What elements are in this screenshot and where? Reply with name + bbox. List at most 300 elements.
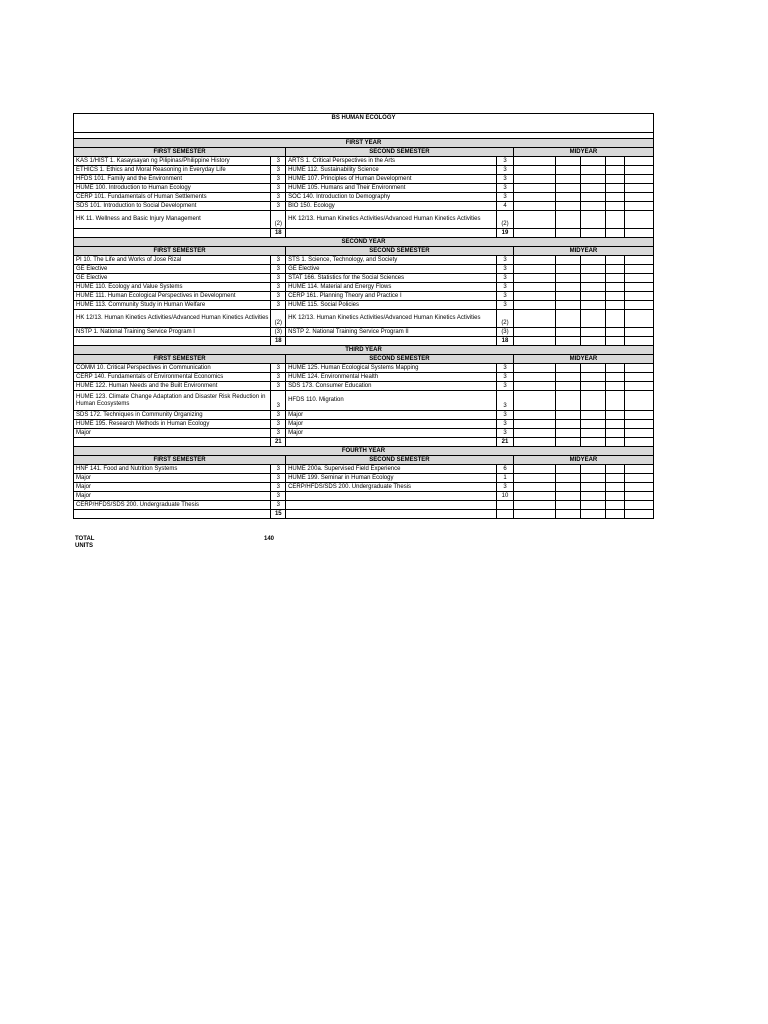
midyear-cell bbox=[555, 465, 580, 474]
units-first-sem: 3 bbox=[271, 420, 286, 429]
midyear-cell bbox=[624, 166, 653, 175]
midyear-cell bbox=[580, 465, 605, 474]
midyear-cell bbox=[605, 283, 624, 292]
midyear-cell bbox=[513, 492, 555, 501]
units-second-sem: (3) bbox=[497, 328, 514, 337]
midyear-cell bbox=[624, 157, 653, 166]
second-semester-header: SECOND SEMESTER bbox=[286, 456, 514, 465]
units-second-sem: 3 bbox=[497, 429, 514, 438]
midyear-cell bbox=[605, 337, 624, 346]
midyear-cell bbox=[580, 283, 605, 292]
units-first-sem: 3 bbox=[271, 166, 286, 175]
midyear-cell bbox=[513, 382, 555, 391]
total-units-label: TOTAL UNITS bbox=[75, 536, 95, 549]
midyear-cell bbox=[555, 382, 580, 391]
midyear-cell bbox=[580, 202, 605, 211]
midyear-cell bbox=[605, 510, 624, 519]
midyear-cell bbox=[555, 202, 580, 211]
course-first-sem: HNF 141. Food and Nutrition Systems bbox=[74, 465, 271, 474]
midyear-cell bbox=[624, 438, 653, 447]
midyear-cell bbox=[605, 166, 624, 175]
midyear-cell bbox=[555, 184, 580, 193]
midyear-cell bbox=[555, 328, 580, 337]
course-first-sem: KAS 1/HIST 1. Kasaysayan ng Pilipinas/Philippine History bbox=[74, 157, 271, 166]
units-second-sem: 4 bbox=[497, 202, 514, 211]
course-first-sem: GE Elective bbox=[74, 265, 271, 274]
midyear-header: MIDYEAR bbox=[513, 456, 653, 465]
units-second-sem: 3 bbox=[497, 265, 514, 274]
midyear-cell bbox=[580, 310, 605, 328]
total-second-sem: 21 bbox=[497, 438, 514, 447]
course-second-sem bbox=[286, 501, 497, 510]
midyear-cell bbox=[624, 310, 653, 328]
course-second-sem: CERP 161. Planning Theory and Practice I bbox=[286, 292, 497, 301]
course-first-sem: Major bbox=[74, 483, 271, 492]
midyear-cell bbox=[605, 474, 624, 483]
course-second-sem: HUME 124. Environmental Health bbox=[286, 373, 497, 382]
course-second-sem bbox=[286, 492, 497, 501]
midyear-cell bbox=[605, 438, 624, 447]
course-first-sem: NSTP 1. National Training Service Program I bbox=[74, 328, 271, 337]
midyear-cell bbox=[580, 382, 605, 391]
midyear-cell bbox=[555, 429, 580, 438]
course-first-sem: SDS 172. Techniques in Community Organizing bbox=[74, 411, 271, 420]
midyear-cell bbox=[555, 373, 580, 382]
midyear-header: MIDYEAR bbox=[513, 247, 653, 256]
midyear-cell bbox=[555, 364, 580, 373]
midyear-cell bbox=[624, 510, 653, 519]
midyear-cell bbox=[605, 256, 624, 265]
units-first-sem: 3 bbox=[271, 175, 286, 184]
course-second-sem: HUME 107. Principles of Human Development bbox=[286, 175, 497, 184]
units-first-sem: 3 bbox=[271, 429, 286, 438]
course-second-sem: HFDS 110. Migration bbox=[286, 391, 497, 411]
units-first-sem: 3 bbox=[271, 391, 286, 411]
midyear-cell bbox=[605, 373, 624, 382]
curriculum-sheet bbox=[73, 113, 654, 519]
course-first-sem: HUME 100. Introduction to Human Ecology bbox=[74, 184, 271, 193]
midyear-cell bbox=[513, 157, 555, 166]
midyear-cell bbox=[624, 492, 653, 501]
units-first-sem: 3 bbox=[271, 474, 286, 483]
course-first-sem: HK 12/13. Human Kinetics Activities/Advanced Human Kinetics Activities bbox=[74, 310, 271, 328]
midyear-cell bbox=[513, 501, 555, 510]
course-second-sem: HUME 114. Material and Energy Flows bbox=[286, 283, 497, 292]
course-second-sem: HK 12/13. Human Kinetics Activities/Advanced Human Kinetics Activities bbox=[286, 211, 497, 229]
midyear-cell bbox=[513, 292, 555, 301]
midyear-cell bbox=[605, 411, 624, 420]
units-first-sem: 3 bbox=[271, 465, 286, 474]
midyear-cell bbox=[624, 265, 653, 274]
course-second-sem: HUME 125. Human Ecological Systems Mapping bbox=[286, 364, 497, 373]
midyear-cell bbox=[605, 310, 624, 328]
units-first-sem: 3 bbox=[271, 292, 286, 301]
course-first-sem: GE Elective bbox=[74, 274, 271, 283]
units-second-sem: 3 bbox=[497, 382, 514, 391]
second-semester-header: SECOND SEMESTER bbox=[286, 355, 514, 364]
midyear-cell bbox=[580, 166, 605, 175]
midyear-cell bbox=[624, 420, 653, 429]
midyear-cell bbox=[580, 175, 605, 184]
midyear-cell bbox=[555, 274, 580, 283]
midyear-cell bbox=[580, 274, 605, 283]
midyear-cell bbox=[580, 328, 605, 337]
midyear-cell bbox=[513, 229, 555, 238]
midyear-cell bbox=[513, 256, 555, 265]
course-second-sem: Major bbox=[286, 411, 497, 420]
units-second-sem: 1 bbox=[497, 474, 514, 483]
midyear-cell bbox=[513, 328, 555, 337]
midyear-cell bbox=[605, 175, 624, 184]
course-first-sem: HFDS 101. Family and the Environment bbox=[74, 175, 271, 184]
second-semester-header: SECOND SEMESTER bbox=[286, 247, 514, 256]
midyear-cell bbox=[580, 474, 605, 483]
units-first-sem: 3 bbox=[271, 274, 286, 283]
units-second-sem: 3 bbox=[497, 411, 514, 420]
midyear-cell bbox=[624, 229, 653, 238]
midyear-cell bbox=[624, 211, 653, 229]
year-header: THIRD YEAR bbox=[74, 346, 654, 355]
midyear-cell bbox=[624, 175, 653, 184]
midyear-cell bbox=[605, 492, 624, 501]
midyear-cell bbox=[624, 193, 653, 202]
course-second-sem: STAT 166. Statistics for the Social Sciences bbox=[286, 274, 497, 283]
units-second-sem: (2) bbox=[497, 211, 514, 229]
midyear-cell bbox=[580, 265, 605, 274]
total-spacer bbox=[286, 229, 497, 238]
total-second-sem: 19 bbox=[497, 229, 514, 238]
units-first-sem: (3) bbox=[271, 328, 286, 337]
midyear-cell bbox=[605, 184, 624, 193]
midyear-cell bbox=[580, 301, 605, 310]
units-first-sem: 3 bbox=[271, 373, 286, 382]
year-header: SECOND YEAR bbox=[74, 238, 654, 247]
units-first-sem: 3 bbox=[271, 411, 286, 420]
midyear-cell bbox=[555, 283, 580, 292]
midyear-cell bbox=[555, 292, 580, 301]
midyear-cell bbox=[580, 364, 605, 373]
units-first-sem: 3 bbox=[271, 157, 286, 166]
midyear-cell bbox=[580, 483, 605, 492]
total-spacer bbox=[286, 438, 497, 447]
course-second-sem: GE Elective bbox=[286, 265, 497, 274]
midyear-cell bbox=[580, 229, 605, 238]
total-units-value: 140 bbox=[264, 536, 275, 542]
midyear-cell bbox=[580, 292, 605, 301]
midyear-cell bbox=[555, 492, 580, 501]
units-second-sem: 3 bbox=[497, 184, 514, 193]
midyear-cell bbox=[605, 465, 624, 474]
course-first-sem: HUME 113. Community Study in Human Welfare bbox=[74, 301, 271, 310]
midyear-cell bbox=[580, 184, 605, 193]
units-second-sem: 3 bbox=[497, 420, 514, 429]
midyear-cell bbox=[624, 483, 653, 492]
total-first-sem: 21 bbox=[271, 438, 286, 447]
midyear-cell bbox=[555, 175, 580, 184]
total-spacer bbox=[74, 337, 271, 346]
midyear-cell bbox=[605, 265, 624, 274]
midyear-cell bbox=[513, 211, 555, 229]
first-semester-header: FIRST SEMESTER bbox=[74, 148, 286, 157]
course-first-sem: HUME 110. Ecology and Value Systems bbox=[74, 283, 271, 292]
midyear-cell bbox=[513, 411, 555, 420]
midyear-cell bbox=[513, 373, 555, 382]
course-first-sem: Major bbox=[74, 474, 271, 483]
units-first-sem: 3 bbox=[271, 202, 286, 211]
course-second-sem: HUME 115. Social Policies bbox=[286, 301, 497, 310]
midyear-cell bbox=[513, 438, 555, 447]
midyear-header: MIDYEAR bbox=[513, 148, 653, 157]
midyear-cell bbox=[580, 510, 605, 519]
course-first-sem: Major bbox=[74, 492, 271, 501]
units-second-sem: 3 bbox=[497, 175, 514, 184]
course-first-sem: HUME 123. Climate Change Adaptation and Disaster Risk Reduction in Human Ecosystems bbox=[74, 391, 271, 411]
units-first-sem: 3 bbox=[271, 193, 286, 202]
units-first-sem: 3 bbox=[271, 492, 286, 501]
units-first-sem: 3 bbox=[271, 501, 286, 510]
units-second-sem: 3 bbox=[497, 166, 514, 175]
midyear-cell bbox=[624, 283, 653, 292]
units-second-sem: 3 bbox=[497, 373, 514, 382]
midyear-cell bbox=[580, 391, 605, 411]
midyear-cell bbox=[555, 438, 580, 447]
midyear-cell bbox=[513, 429, 555, 438]
midyear-cell bbox=[513, 283, 555, 292]
midyear-cell bbox=[555, 193, 580, 202]
midyear-cell bbox=[624, 465, 653, 474]
first-semester-header: FIRST SEMESTER bbox=[74, 456, 286, 465]
midyear-cell bbox=[605, 391, 624, 411]
midyear-cell bbox=[624, 429, 653, 438]
midyear-cell bbox=[513, 391, 555, 411]
midyear-cell bbox=[624, 202, 653, 211]
midyear-cell bbox=[513, 166, 555, 175]
midyear-cell bbox=[624, 382, 653, 391]
midyear-cell bbox=[624, 328, 653, 337]
midyear-cell bbox=[555, 310, 580, 328]
first-semester-header: FIRST SEMESTER bbox=[74, 247, 286, 256]
course-first-sem: SDS 101. Introduction to Social Development bbox=[74, 202, 271, 211]
program-title: BS HUMAN ECOLOGY bbox=[74, 114, 654, 133]
midyear-cell bbox=[605, 364, 624, 373]
units-first-sem: 3 bbox=[271, 483, 286, 492]
units-first-sem: 3 bbox=[271, 265, 286, 274]
midyear-cell bbox=[624, 256, 653, 265]
midyear-header: MIDYEAR bbox=[513, 355, 653, 364]
midyear-cell bbox=[555, 501, 580, 510]
midyear-cell bbox=[580, 492, 605, 501]
total-first-sem: 18 bbox=[271, 229, 286, 238]
units-second-sem: 3 bbox=[497, 157, 514, 166]
midyear-cell bbox=[580, 157, 605, 166]
units-first-sem: 3 bbox=[271, 283, 286, 292]
midyear-cell bbox=[624, 274, 653, 283]
midyear-cell bbox=[513, 202, 555, 211]
units-second-sem: 3 bbox=[497, 301, 514, 310]
course-first-sem: HUME 195. Research Methods in Human Ecology bbox=[74, 420, 271, 429]
midyear-cell bbox=[624, 292, 653, 301]
course-first-sem: CERP 140. Fundamentals of Environmental Economics bbox=[74, 373, 271, 382]
course-second-sem: Major bbox=[286, 420, 497, 429]
course-first-sem: ETHICS 1. Ethics and Moral Reasoning in Everyday Life bbox=[74, 166, 271, 175]
total-spacer bbox=[286, 337, 497, 346]
course-second-sem: HUME 112. Sustainability Science bbox=[286, 166, 497, 175]
midyear-cell bbox=[513, 465, 555, 474]
midyear-cell bbox=[513, 184, 555, 193]
midyear-cell bbox=[513, 364, 555, 373]
course-first-sem: COMM 10. Critical Perspectives in Communication bbox=[74, 364, 271, 373]
midyear-cell bbox=[624, 364, 653, 373]
course-second-sem: HK 12/13. Human Kinetics Activities/Advanced Human Kinetics Activities bbox=[286, 310, 497, 328]
course-second-sem: ARTS 1. Critical Perspectives in the Arts bbox=[286, 157, 497, 166]
units-second-sem bbox=[497, 501, 514, 510]
total-first-sem: 18 bbox=[271, 337, 286, 346]
total-first-sem: 15 bbox=[271, 510, 286, 519]
units-second-sem: 3 bbox=[497, 274, 514, 283]
midyear-cell bbox=[513, 420, 555, 429]
midyear-cell bbox=[555, 510, 580, 519]
units-second-sem: 3 bbox=[497, 283, 514, 292]
midyear-cell bbox=[605, 429, 624, 438]
year-header: FIRST YEAR bbox=[74, 139, 654, 148]
course-second-sem: BIO 150. Ecology bbox=[286, 202, 497, 211]
units-first-sem: 3 bbox=[271, 382, 286, 391]
midyear-cell bbox=[513, 175, 555, 184]
year-header: FOURTH YEAR bbox=[74, 447, 654, 456]
course-second-sem: HUME 105. Humans and Their Environment bbox=[286, 184, 497, 193]
first-semester-header: FIRST SEMESTER bbox=[74, 355, 286, 364]
midyear-cell bbox=[555, 411, 580, 420]
midyear-cell bbox=[580, 373, 605, 382]
midyear-cell bbox=[555, 337, 580, 346]
course-second-sem: NSTP 2. National Training Service Program II bbox=[286, 328, 497, 337]
midyear-cell bbox=[580, 211, 605, 229]
units-first-sem: 3 bbox=[271, 256, 286, 265]
midyear-cell bbox=[605, 202, 624, 211]
course-first-sem: CERP/HFDS/SDS 200. Undergraduate Thesis bbox=[74, 501, 271, 510]
midyear-cell bbox=[605, 301, 624, 310]
units-second-sem: 3 bbox=[497, 391, 514, 411]
course-second-sem: SDS 173. Consumer Education bbox=[286, 382, 497, 391]
midyear-cell bbox=[605, 193, 624, 202]
midyear-cell bbox=[555, 256, 580, 265]
midyear-cell bbox=[513, 265, 555, 274]
midyear-cell bbox=[605, 274, 624, 283]
midyear-cell bbox=[555, 483, 580, 492]
units-second-sem: 10 bbox=[497, 492, 514, 501]
units-second-sem: 3 bbox=[497, 364, 514, 373]
course-first-sem: HK 11. Wellness and Basic Injury Management bbox=[74, 211, 271, 229]
course-second-sem: HUME 199. Seminar in Human Ecology bbox=[286, 474, 497, 483]
midyear-cell bbox=[513, 301, 555, 310]
midyear-cell bbox=[513, 274, 555, 283]
midyear-cell bbox=[580, 193, 605, 202]
midyear-cell bbox=[605, 292, 624, 301]
midyear-cell bbox=[624, 337, 653, 346]
midyear-cell bbox=[555, 301, 580, 310]
midyear-cell bbox=[624, 391, 653, 411]
midyear-cell bbox=[513, 193, 555, 202]
units-first-sem: (2) bbox=[271, 310, 286, 328]
total-second-sem bbox=[497, 510, 514, 519]
course-first-sem: Major bbox=[74, 429, 271, 438]
units-second-sem: 3 bbox=[497, 483, 514, 492]
course-second-sem: SOC 140. Introduction to Demography bbox=[286, 193, 497, 202]
course-first-sem: HUME 111. Human Ecological Perspectives in Development bbox=[74, 292, 271, 301]
midyear-cell bbox=[555, 211, 580, 229]
midyear-cell bbox=[605, 483, 624, 492]
course-second-sem: Major bbox=[286, 429, 497, 438]
midyear-cell bbox=[555, 166, 580, 175]
midyear-cell bbox=[580, 337, 605, 346]
units-second-sem: 6 bbox=[497, 465, 514, 474]
midyear-cell bbox=[624, 474, 653, 483]
course-first-sem: CERP 101. Fundamentals of Human Settlements bbox=[74, 193, 271, 202]
total-spacer bbox=[74, 438, 271, 447]
midyear-cell bbox=[605, 229, 624, 238]
units-second-sem: (2) bbox=[497, 310, 514, 328]
midyear-cell bbox=[580, 438, 605, 447]
midyear-cell bbox=[605, 328, 624, 337]
units-first-sem: 3 bbox=[271, 364, 286, 373]
midyear-cell bbox=[605, 420, 624, 429]
course-second-sem: HUME 200a. Supervised Field Experience bbox=[286, 465, 497, 474]
units-first-sem: 3 bbox=[271, 301, 286, 310]
midyear-cell bbox=[624, 301, 653, 310]
midyear-cell bbox=[605, 211, 624, 229]
midyear-cell bbox=[624, 501, 653, 510]
total-spacer bbox=[74, 510, 271, 519]
total-spacer bbox=[74, 229, 271, 238]
units-first-sem: (2) bbox=[271, 211, 286, 229]
midyear-cell bbox=[580, 429, 605, 438]
midyear-cell bbox=[555, 474, 580, 483]
course-second-sem: CERP/HFDS/SDS 200. Undergraduate Thesis bbox=[286, 483, 497, 492]
midyear-cell bbox=[605, 157, 624, 166]
midyear-cell bbox=[555, 229, 580, 238]
midyear-cell bbox=[513, 510, 555, 519]
midyear-cell bbox=[580, 411, 605, 420]
midyear-cell bbox=[605, 382, 624, 391]
course-first-sem: PI 10. The Life and Works of Jose Rizal bbox=[74, 256, 271, 265]
midyear-cell bbox=[624, 373, 653, 382]
midyear-cell bbox=[555, 157, 580, 166]
curriculum-table bbox=[73, 113, 654, 519]
units-first-sem: 3 bbox=[271, 184, 286, 193]
course-second-sem: STS 1. Science, Technology, and Society bbox=[286, 256, 497, 265]
midyear-cell bbox=[555, 420, 580, 429]
midyear-cell bbox=[513, 310, 555, 328]
midyear-cell bbox=[555, 391, 580, 411]
units-second-sem: 3 bbox=[497, 193, 514, 202]
midyear-cell bbox=[624, 411, 653, 420]
course-first-sem: HUME 122. Human Needs and the Built Environment bbox=[74, 382, 271, 391]
midyear-cell bbox=[624, 184, 653, 193]
second-semester-header: SECOND SEMESTER bbox=[286, 148, 514, 157]
midyear-cell bbox=[513, 337, 555, 346]
total-spacer bbox=[286, 510, 497, 519]
total-second-sem: 18 bbox=[497, 337, 514, 346]
midyear-cell bbox=[513, 474, 555, 483]
midyear-cell bbox=[513, 483, 555, 492]
units-second-sem: 3 bbox=[497, 292, 514, 301]
units-second-sem: 3 bbox=[497, 256, 514, 265]
midyear-cell bbox=[580, 256, 605, 265]
midyear-cell bbox=[605, 501, 624, 510]
midyear-cell bbox=[580, 501, 605, 510]
midyear-cell bbox=[580, 420, 605, 429]
midyear-cell bbox=[555, 265, 580, 274]
